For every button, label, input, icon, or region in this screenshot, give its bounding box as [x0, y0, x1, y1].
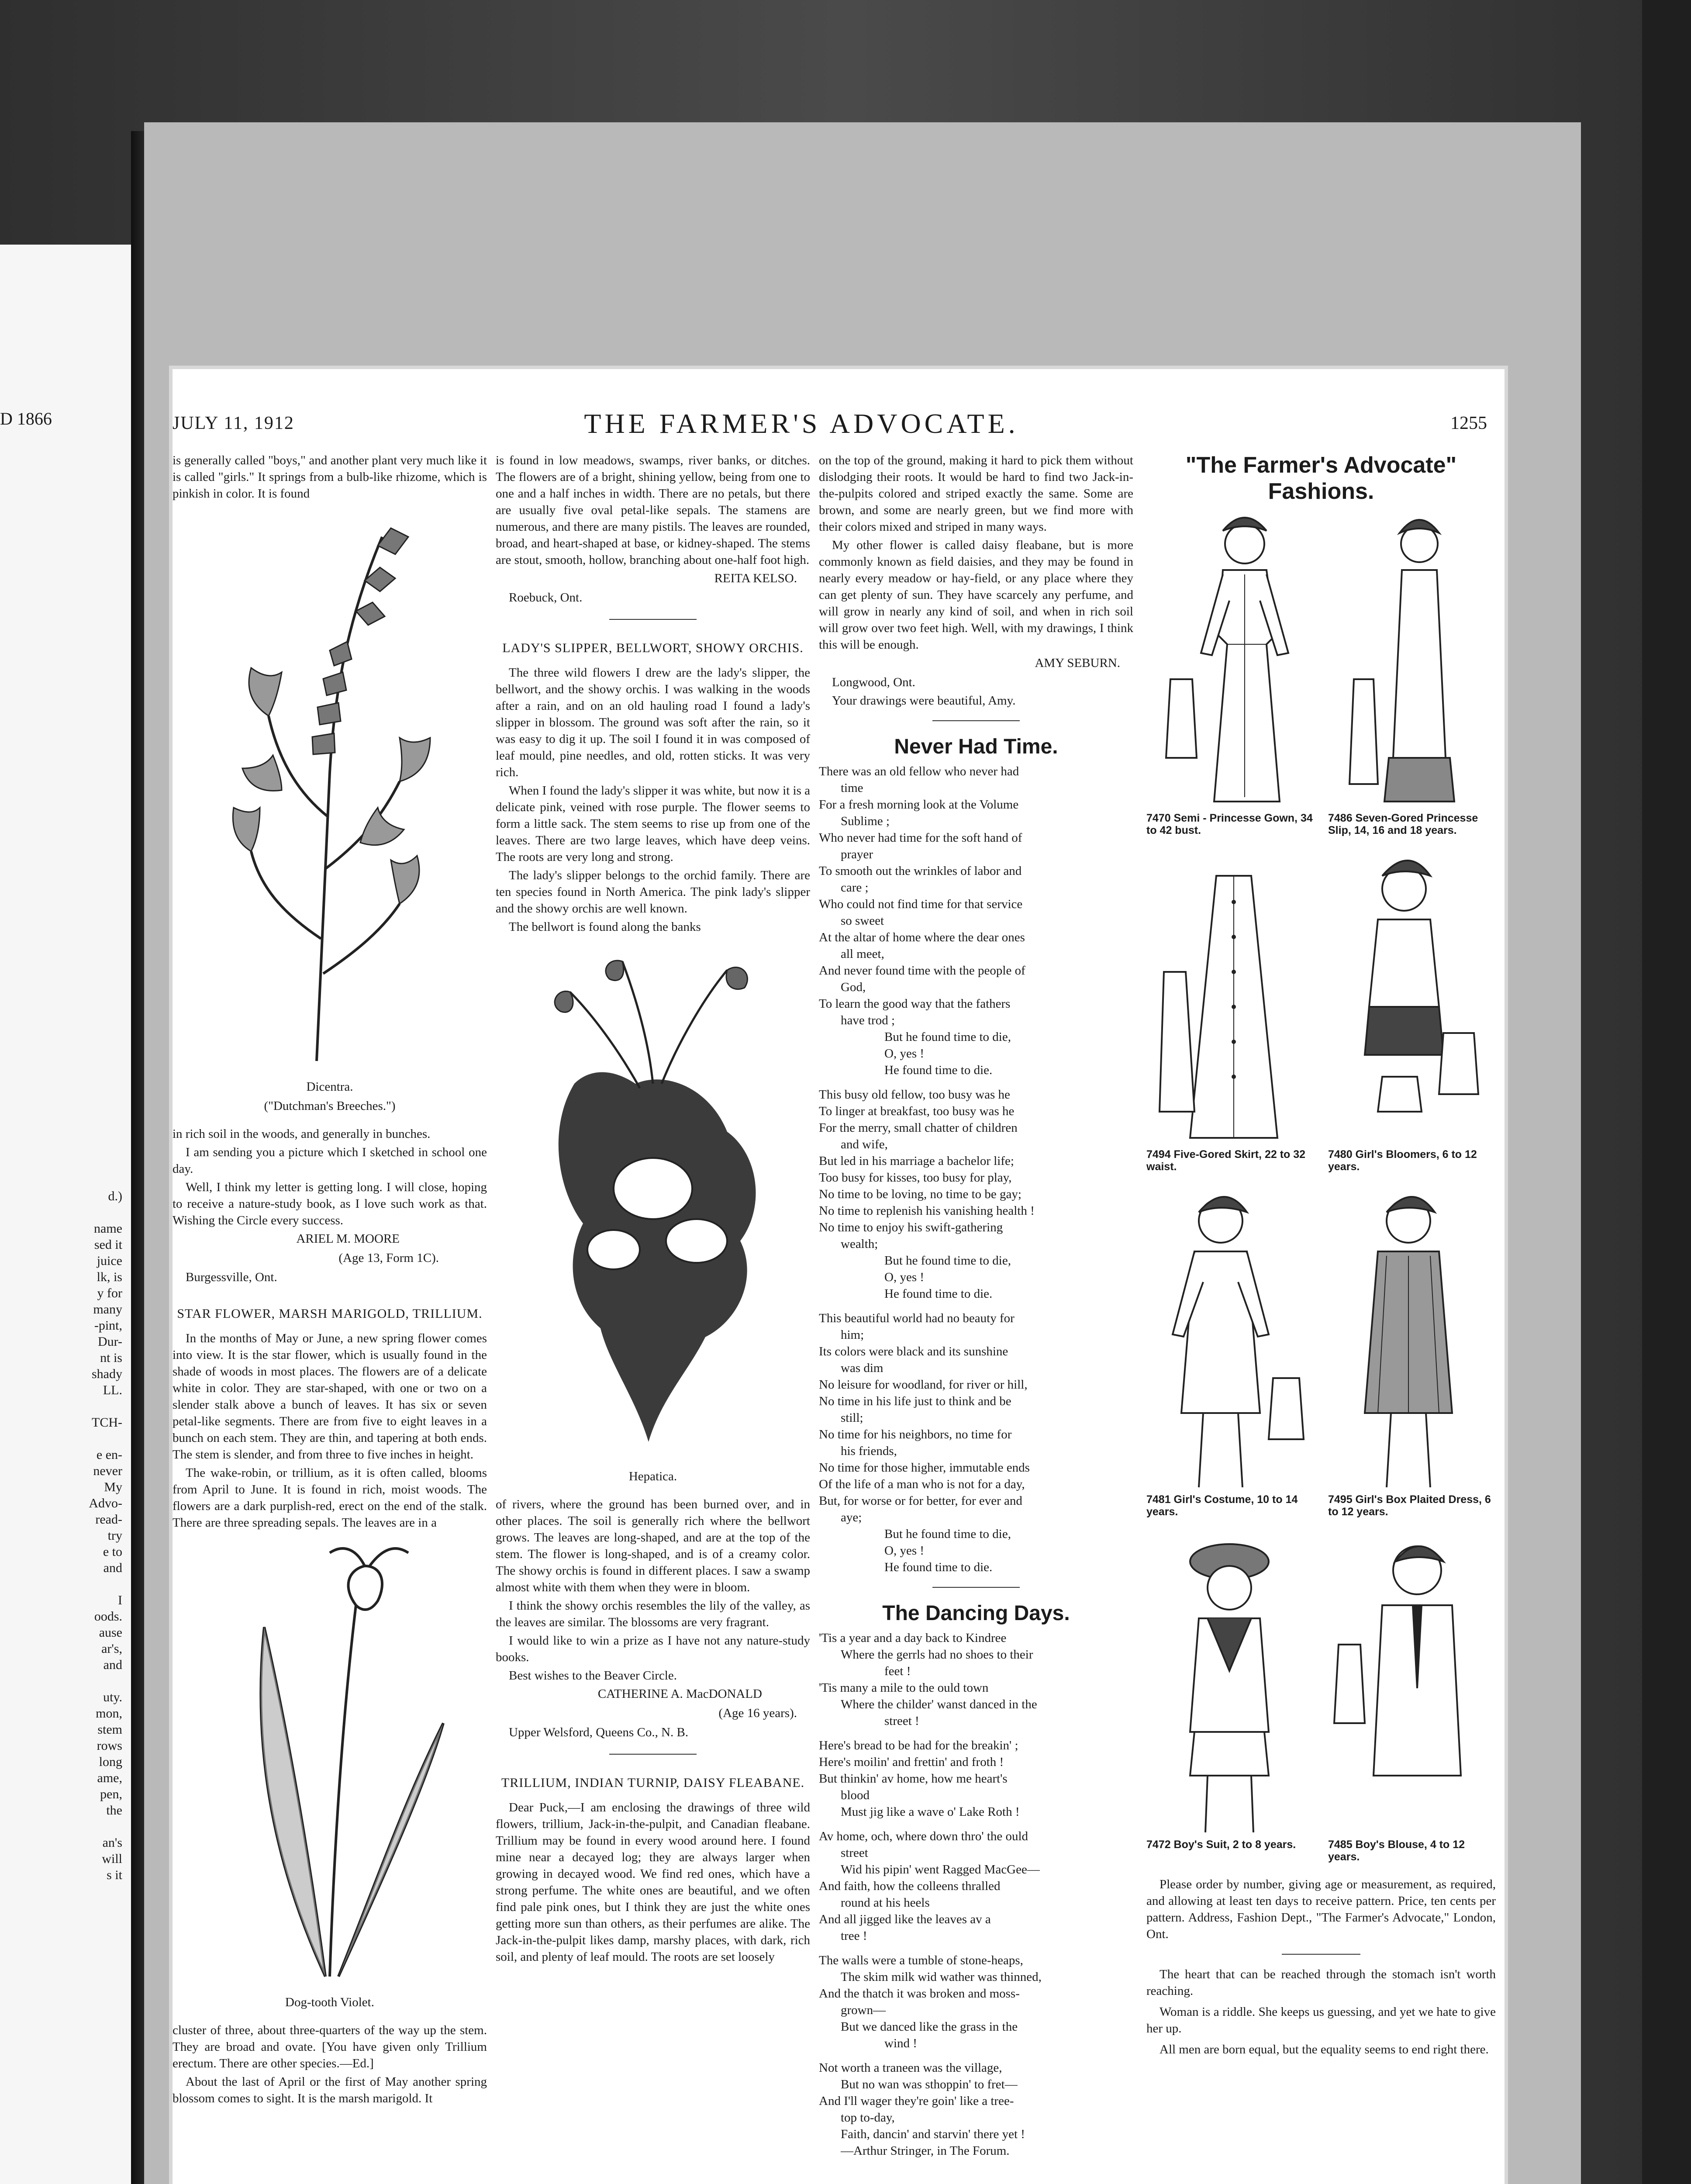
poem-line: And all jigged like the leaves av a [819, 1912, 991, 1926]
left-page-fragment [0, 1673, 127, 1689]
editor-note: Your drawings were beautiful, Amy. [832, 694, 1016, 708]
paragraph: is found in low meadows, swamps, river banks, or ditches. The flowers are of a bright, shining yellow, being from one to one and a half inches in width. There are no petals, but there are usually five oval petal-like sepals. The stamens are numerous, and there are many pistils. The leaves are rounded, broad, and heart-shaped at base, or kidney-shaped. The stems are stout, smooth, hollow, branching about one-half foot high. [496, 453, 810, 567]
poem-stanza [819, 763, 1133, 1078]
left-page-fragment: an's [102, 1835, 122, 1850]
poem-line: But led in his marriage a bachelor life; [819, 1154, 1014, 1168]
poem-line: The skim milk wid wather was thinned, [841, 1970, 1042, 1984]
poem-line: wind ! [884, 2036, 917, 2050]
pattern-row [1146, 850, 1496, 1147]
poem-line: Here's bread to be had for the breakin' ; [819, 1738, 1018, 1752]
pattern-captions [1146, 1148, 1496, 1173]
filler-quip: The heart that can be reached through the stomach isn't worth reaching. [1146, 1967, 1496, 1998]
pattern-caption: 7470 Semi - Princesse Gown, 34 to 42 bust. [1146, 812, 1313, 836]
left-page-fragment [0, 1431, 127, 1447]
left-page-fragment: many [93, 1302, 122, 1317]
left-page-fragment: uty. [103, 1690, 122, 1704]
dicentra-icon [216, 511, 443, 1070]
pattern-row [1146, 1186, 1496, 1492]
paragraph: I think the showy orchis resembles the lily of the valley, as the leaves are similar. The blossoms are very fragrant. [496, 1599, 810, 1629]
paragraph: of rivers, where the ground has been burned over, and in other places. The soil is generally rich where the bellwort grows. The leaves are long-shaped, and are at the top of the stem. The flower is long-shaped, and is of a creamy color. The showy orchis is found in different places. I saw a swamp almost white with them when they were in bloom. [496, 1497, 810, 1594]
poem-line: round at his heels [841, 1896, 930, 1910]
signature-age: (Age 16 years). [718, 1706, 797, 1720]
left-page-fragment: y for [97, 1286, 122, 1300]
paragraph: I am sending you a picture which I sketched in school one day. [173, 1145, 487, 1176]
fashions-title: "The Farmer's Advocate" Fashions. [1185, 453, 1457, 504]
poem-line: time [841, 781, 863, 795]
pattern-caption: 7486 Seven-Gored Princesse Slip, 14, 16 and 18 years. [1328, 812, 1478, 836]
poem-line: Its colors were black and its sunshine [819, 1344, 1008, 1358]
poem-line: No time for those higher, immutable ends [819, 1461, 1030, 1475]
poem-line: street ! [884, 1714, 919, 1728]
left-page-fragment: and [103, 1561, 122, 1575]
poem-line: Av home, och, where down thro' the ould [819, 1829, 1028, 1843]
poem-line: Who could not find time for that service [819, 897, 1023, 911]
section-rule [609, 1754, 697, 1755]
poem-line: To learn the good way that the fathers [819, 997, 1011, 1011]
poem-line: Too busy for kisses, too busy for play, [819, 1171, 1012, 1185]
pattern-caption: 7481 Girl's Costume, 10 to 14 years. [1146, 1493, 1298, 1518]
poem-line: him; [841, 1328, 864, 1342]
column-3 [819, 452, 1133, 2167]
slip-pattern-icon [1336, 513, 1485, 810]
letter-heading: LADY'S SLIPPER, BELLWORT, SHOWY ORCHIS. [502, 641, 804, 655]
poem-line: feet ! [884, 1664, 911, 1678]
poem-line: O, yes ! [884, 1270, 925, 1284]
left-facing-page [0, 245, 135, 2184]
paragraph: I would like to win a prize as I have not any nature-study books. [496, 1634, 810, 1664]
signature-place: Burgessville, Ont. [186, 1270, 277, 1284]
signature-name: AMY SEBURN. [1035, 656, 1120, 670]
poem-line: Where the childer' wanst danced in the [841, 1697, 1037, 1711]
poem-line: There was an old fellow who never had [819, 764, 1019, 778]
publication-title: THE FARMER'S ADVOCATE. [584, 408, 1019, 439]
left-page-fragment: d.) [108, 1189, 122, 1203]
left-page-fragment: s it [107, 1868, 122, 1882]
poem-line: He found time to die. [884, 1287, 993, 1301]
paragraph: The lady's slipper belongs to the orchid family. There are ten species found in North America. The pink lady's slipper and the showy orchis are well known. [496, 868, 810, 916]
right-dark-edge [1642, 0, 1691, 2184]
section-rule [1282, 1954, 1360, 1955]
left-page-fragment: mon, [96, 1706, 122, 1721]
poem-line: street [841, 1846, 868, 1860]
poem-line: And never found time with the people of [819, 964, 1025, 978]
column-1 [173, 452, 487, 2108]
left-page-fragment: the [106, 1803, 122, 1818]
left-page-fragment: pen, [100, 1787, 122, 1801]
figure-subcaption: ("Dutchman's Breeches.") [264, 1099, 396, 1113]
poem-line: tree ! [841, 1929, 867, 1943]
left-page-fragment: nt is [100, 1351, 122, 1365]
newspaper-page [173, 369, 1505, 2184]
left-page-fragment: and [103, 1658, 122, 1672]
poem-line: still; [841, 1411, 863, 1425]
girl-costume-pattern-icon [1155, 1186, 1312, 1492]
left-page-fragment: lk, is [97, 1270, 122, 1284]
page-header [173, 408, 1505, 448]
letter-heading: TRILLIUM, INDIAN TURNIP, DAISY FLEABANE. [501, 1776, 805, 1790]
paragraph: The bellwort is found along the banks [509, 920, 701, 934]
poem-line: But no wan was sthoppin' to fret— [841, 2077, 1018, 2091]
poem-line: This busy old fellow, too busy was he [819, 1088, 1010, 1102]
poem-line: aye; [841, 1510, 862, 1524]
left-page-fragment: read- [95, 1512, 122, 1527]
poem-line: No time in his life just to think and be [819, 1394, 1011, 1408]
left-page-fragment [0, 1204, 127, 1220]
pattern-row [1146, 513, 1496, 810]
dog-tooth-violet-illustration [199, 1540, 461, 1985]
poem-line: care ; [841, 881, 869, 895]
poem-line: Faith, dancin' and starvin' there yet ! [841, 2127, 1025, 2141]
poem-line: No time to enjoy his swift-gathering [819, 1220, 1003, 1234]
poem-line: 'Tis a year and a day back to Kindree [819, 1631, 1007, 1645]
poem-line: To smooth out the wrinkles of labor and [819, 864, 1022, 878]
poem-line: For a fresh morning look at the Volume [819, 798, 1019, 812]
paragraph: cluster of three, about three-quarters of the way up the stem. They are broad and ovate. [You have given only Trillium erectum. There are other species.—Ed.] [173, 2023, 487, 2070]
poem-line: top to-day, [841, 2111, 895, 2125]
order-instructions: Please order by number, giving age or measurement, as required, and allowing at least ten days to receive pattern. Price, ten cents per pattern. Address, Fashion Dept., "The Farmer's Advocate," London, Ont. [1146, 1877, 1496, 1941]
fashions-column [1146, 452, 1496, 2062]
section-rule [932, 720, 1020, 721]
poem-line: grown— [841, 2003, 886, 2017]
left-page-fragment: ame, [97, 1771, 122, 1785]
poem-line: —Arthur Stringer, in The Forum. [841, 2144, 1010, 2158]
poem-line: Sublime ; [841, 814, 890, 828]
pattern-caption: 7494 Five-Gored Skirt, 22 to 32 waist. [1146, 1148, 1306, 1173]
poem-line: But thinkin' av home, how me heart's [819, 1772, 1008, 1786]
left-page-fragment: rows [97, 1738, 122, 1753]
poem-line: Who never had time for the soft hand of [819, 831, 1022, 845]
paragraph: My other flower is called daisy fleabane, but is more commonly known as field daisies, and they may be found in nearly every meadow or hay-field, or any place where they can get plenty of sun. They have scarcely any perfume, and will grow in nearly any kind of soil, and when in rich soil will grow over two feet high. Well, with my drawings, I think this will be enough. [819, 538, 1133, 652]
paragraph: In the months of May or June, a new spring flower comes into view. It is the star flower, which is usually found in the shade of woods in most places. The flowers are of a delicate white in color. They are star-shaped, with one or two on a slender stalk above a bunch of leaves. It has six or seven petal-like segments. There are from five to eight leaves in a bunch on each stem. They are thin, and tapering at both ends. The stem is slender, and from three to five inches in height. [173, 1331, 487, 1462]
poem-line: and wife, [841, 1137, 888, 1151]
skirt-pattern-icon [1155, 850, 1312, 1147]
dicentra-illustration [216, 511, 443, 1070]
pattern-captions [1146, 1838, 1496, 1863]
left-page-fragment: never [93, 1464, 122, 1478]
left-page-fragment: will [102, 1852, 122, 1866]
poem-line: was dim [841, 1361, 883, 1375]
poem-line: God, [841, 980, 866, 994]
poem-line: But he found time to die, [884, 1254, 1011, 1268]
poem-line: have trod ; [841, 1013, 895, 1027]
signature-name: CATHERINE A. MacDONALD [597, 1687, 762, 1701]
section-rule [609, 619, 697, 620]
left-page-fragment: long [99, 1755, 122, 1769]
poem-line: so sweet [841, 914, 884, 928]
column-2 [496, 452, 810, 1967]
issue-date: JULY 11, 1912 [173, 413, 294, 433]
poem-line: And I'll wager they're goin' like a tree- [819, 2094, 1014, 2108]
paragraph: Well, I think my letter is getting long. I will close, hoping to receive a nature-study book, as I love such work as that. Wishing the Circle every success. [173, 1180, 487, 1227]
left-page-fragment: TCH- [92, 1415, 122, 1430]
left-page-fragment: shady [92, 1367, 122, 1381]
poem-line: Wid his pipin' went Ragged MacGee— [841, 1863, 1040, 1876]
letter-heading: STAR FLOWER, MARSH MARIGOLD, TRILLIUM. [177, 1306, 483, 1321]
left-page-fragment: Advo- [89, 1496, 122, 1510]
figure-caption: Dicentra. [306, 1080, 353, 1094]
poem-line: This beautiful world had no beauty for [819, 1311, 1015, 1325]
filler-quip: All men are born equal, but the equality seems to end right there. [1160, 2042, 1489, 2056]
left-page-fragment: Dur- [97, 1334, 122, 1349]
poem-stanza [819, 1828, 1133, 1944]
filler-quip: Woman is a riddle. She keeps us guessing, and yet we hate to give her up. [1146, 2005, 1496, 2035]
signature-name: ARIEL M. MOORE [296, 1232, 400, 1246]
page-number: 1255 [1450, 413, 1487, 433]
poem-line: No time for his neighbors, no time for [819, 1427, 1012, 1441]
poem-line: all meet, [841, 947, 884, 961]
boy-blouse-pattern-icon [1330, 1531, 1487, 1837]
left-page-fragment: name [94, 1221, 122, 1236]
paragraph: is generally called "boys," and another plant very much like it is called "girls." It springs from a bulb-like rhizome, which is pinkish in color. It is found [173, 453, 487, 501]
signature-age: (Age 13, Form 1C). [338, 1251, 439, 1265]
poem-stanza [819, 1737, 1133, 1820]
poem-line: To linger at breakfast, too busy was he [819, 1104, 1015, 1118]
poem-line: No leisure for woodland, for river or hill, [819, 1378, 1028, 1392]
dress-pattern-icon [1157, 513, 1315, 810]
poem-line: O, yes ! [884, 1047, 925, 1061]
left-page-fragment: e en- [96, 1448, 122, 1462]
poem-line: 'Tis many a mile to the ould town [819, 1681, 989, 1695]
left-page-fragment: LL. [103, 1383, 122, 1397]
left-page-fragment: ar's, [101, 1641, 122, 1656]
signature-name: REITA KELSO. [714, 571, 797, 585]
left-page-fragment [0, 1576, 127, 1592]
poem-title: The Dancing Days. [882, 1602, 1070, 1625]
pattern-caption: 7485 Boy's Blouse, 4 to 12 years. [1328, 1838, 1465, 1863]
poem-line: Must jig like a wave o' Lake Roth ! [841, 1805, 1020, 1819]
poem-line: And faith, how the colleens thralled [819, 1879, 1001, 1893]
pattern-caption: 7495 Girl's Box Plaited Dress, 6 to 12 years. [1328, 1493, 1491, 1518]
boy-suit-pattern-icon [1155, 1531, 1312, 1837]
poem-line: Where the gerrls had no shoes to their [841, 1648, 1033, 1662]
box-plaited-dress-pattern-icon [1330, 1186, 1487, 1492]
poem-stanza [819, 2060, 1133, 2159]
poem-line: At the altar of home where the dear ones [819, 930, 1025, 944]
figure-caption: Dog-tooth Violet. [285, 1995, 374, 2009]
left-page-fragment: e to [103, 1545, 122, 1559]
paragraph: Dear Puck,—I am enclosing the drawings of three wild flowers, trillium, Jack-in-the-pulpit, and Canadian fleabane. Trillium may be found in every wood around here. I found mine near a decayed log; they are always larger when growing in decayed wood. We find red ones, which have a strong perfume. The white ones are beautiful, and we often find pale pink ones, but I think they are just the white ones getting more sun than others, as their perfumes are alike. The Jack-in-the-pulpit likes damp, marshy places, with dark, rich soil, and plenty of leaf mould. The roots are set loosely [496, 1800, 810, 1964]
dog-tooth-violet-icon [199, 1540, 461, 1985]
left-page-fragment: try [107, 1528, 122, 1543]
poem-stanza [819, 1310, 1133, 1576]
poem-line: And the thatch it was broken and moss- [819, 1987, 1020, 2001]
left-page-fragment: ause [99, 1625, 122, 1640]
poem-line: blood [841, 1788, 870, 1802]
left-page-fragment: oods. [94, 1609, 122, 1624]
left-page-fragment [0, 1398, 127, 1414]
left-page-fragments [0, 1188, 127, 1883]
poem-line: But he found time to die, [884, 1030, 1011, 1044]
poem-line: But he found time to die, [884, 1527, 1011, 1541]
left-page-fragment: juice [97, 1254, 122, 1268]
section-rule [932, 1587, 1020, 1588]
pattern-caption: 7472 Boy's Suit, 2 to 8 years. [1146, 1838, 1296, 1851]
poem-line: prayer [841, 847, 873, 861]
hepatica-icon [522, 944, 784, 1459]
poem-line: He found time to die. [884, 1560, 993, 1574]
signature-place: Roebuck, Ont. [509, 591, 583, 605]
left-page-fragment [0, 1818, 127, 1835]
poem-stanza [819, 1630, 1133, 1729]
left-page-fragment: sed it [94, 1237, 122, 1252]
paragraph: The three wild flowers I drew are the lady's slipper, the bellwort, and the showy orchis. I was walking in the woods after a rain, and on an old hauling road I found a lady's slipper in blossom. The ground was soft after the rain, so it was easy to dig it up. The soil I found it in was composed of leaf mould, pine needles, and old, rotten sticks. It was very rich. [496, 666, 810, 779]
poem-title: Never Had Time. [894, 735, 1058, 758]
left-page-fragment: I [118, 1593, 122, 1607]
signature-place: Upper Welsford, Queens Co., N. B. [509, 1725, 689, 1739]
poem-line: The walls were a tumble of stone-heaps, [819, 1953, 1023, 1967]
left-page-fragment: My [104, 1480, 122, 1494]
poem-line: For the merry, small chatter of children [819, 1121, 1018, 1135]
paragraph: on the top of the ground, making it hard to pick them without dislodging their roots. It would be hard to find two Jack-in-the-pulpits colored and striped exactly the same. Some are brown, and some are nearly green, but we find more with their colors mixed and striped in many ways. [819, 453, 1133, 534]
paragraph: The wake-robin, or trillium, as it is often called, blooms from April to June. It is found in rich, moist woods. The flowers are a dark purplish-red, erect on the end of the stalk. There are three spreading sepals. The leaves are in a [173, 1466, 487, 1530]
poem-line: But we danced like the grass in the [841, 2020, 1018, 2034]
girl-bloomers-pattern-icon [1330, 850, 1487, 1147]
poem-line: wealth; [841, 1237, 878, 1251]
poem-line: his friends, [841, 1444, 897, 1458]
poem-line: No time to be loving, no time to be gay; [819, 1187, 1022, 1201]
left-page-fragment: -pint, [94, 1318, 122, 1333]
pattern-captions [1146, 812, 1496, 836]
pattern-caption: 7480 Girl's Bloomers, 6 to 12 years. [1328, 1148, 1477, 1173]
poem-stanza [819, 1952, 1133, 2052]
left-page-year: D 1866 [0, 409, 52, 429]
poem-line: Of the life of a man who is not for a day, [819, 1477, 1025, 1491]
poem-line: Not worth a traneen was the village, [819, 2061, 1002, 2075]
pattern-row [1146, 1531, 1496, 1837]
paragraph: About the last of April or the first of May another spring blossom comes to sight. It is the marsh marigold. It [173, 2075, 487, 2105]
poem-line: O, yes ! [884, 1544, 925, 1558]
paragraph: Best wishes to the Beaver Circle. [509, 1669, 677, 1683]
poem-line: But, for worse or for better, for ever and [819, 1494, 1022, 1508]
signature-place: Longwood, Ont. [832, 675, 915, 689]
paragraph: in rich soil in the woods, and generally in bunches. [173, 1127, 431, 1141]
left-page-fragment: stem [97, 1722, 122, 1737]
poem-stanza [819, 1086, 1133, 1302]
paragraph: When I found the lady's slipper it was white, but now it is a delicate pink, veined with rose purple. The flower seems to form a little sack. The stem seems to rise up from one of the leaves. There are two large leaves, which have deep veins. The roots are very long and strong. [496, 784, 810, 864]
poem-line: Here's moilin' and frettin' and froth ! [819, 1755, 1004, 1769]
figure-caption: Hepatica. [628, 1469, 677, 1483]
hepatica-illustration [522, 944, 784, 1459]
poem-line: No time to replenish his vanishing health ! [819, 1204, 1035, 1218]
pattern-captions [1146, 1493, 1496, 1518]
poem-line: He found time to die. [884, 1063, 993, 1077]
